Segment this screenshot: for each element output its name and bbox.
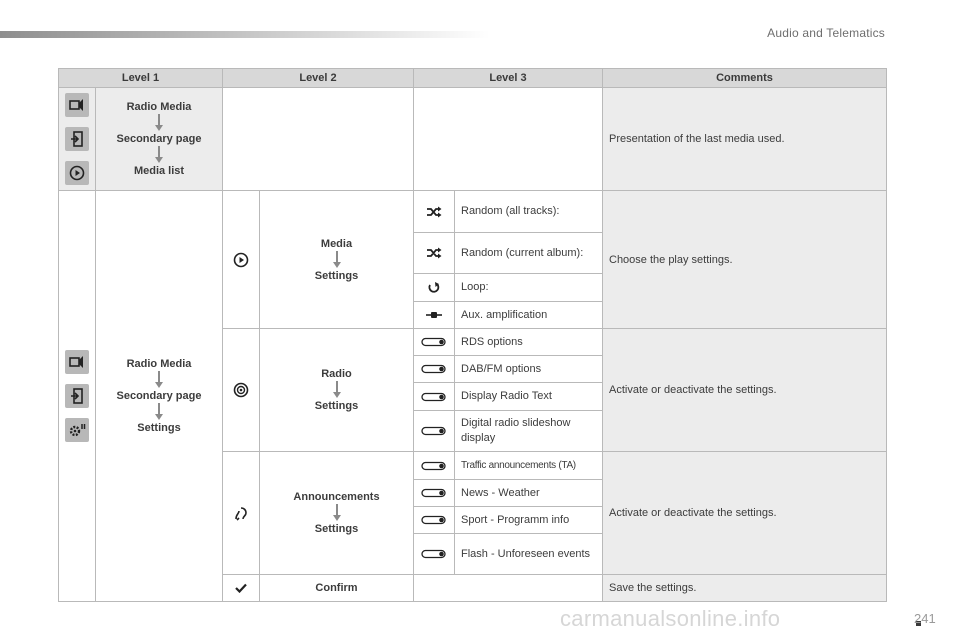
down-arrow-icon: [332, 504, 342, 522]
level2-icon-cell: [223, 191, 260, 329]
option-icon-cell: [414, 274, 455, 302]
level2-path-cell: [260, 191, 414, 329]
level2-icon-cell: [223, 329, 260, 452]
down-arrow-icon: [154, 146, 164, 164]
path-step-radio-media: Radio Media: [126, 101, 192, 113]
down-arrow-icon: [154, 114, 164, 132]
path-step-settings: Settings: [314, 523, 359, 535]
secondary-page-icon: [65, 127, 89, 151]
option-icon-cell: [414, 329, 455, 356]
down-arrow-icon: [154, 371, 164, 389]
path-step-media-list: Media list: [133, 165, 185, 177]
level3-empty-cell: [414, 575, 603, 602]
toggle-icon: [414, 461, 454, 471]
loop-icon: [414, 282, 454, 294]
option-label: RDS options: [455, 329, 603, 356]
confirm-label: Confirm: [260, 575, 414, 602]
toggle-icon: [414, 337, 454, 347]
down-arrow-icon: [332, 251, 342, 269]
level2-icon-cell: [223, 452, 260, 575]
comment-cell: Activate or deactivate the settings.: [603, 452, 887, 575]
level2-path-cell: [260, 452, 414, 575]
page-number: 241: [914, 611, 936, 626]
option-icon-cell: [414, 383, 455, 411]
level1-path-cell: [96, 88, 223, 191]
section-title: Audio and Telematics: [767, 26, 885, 40]
toggle-icon: [414, 549, 454, 559]
comment-cell: Presentation of the last media used.: [603, 88, 887, 191]
comment-cell: Choose the play settings.: [603, 191, 887, 329]
level2-path-cell: [260, 329, 414, 452]
toggle-icon: [414, 364, 454, 374]
comment-cell: Activate or deactivate the settings.: [603, 329, 887, 452]
aux-amplification-icon: [414, 310, 454, 320]
path-step-settings: Settings: [137, 422, 181, 434]
path-step-radio-media: Radio Media: [126, 358, 192, 370]
comment-cell: Save the settings.: [603, 575, 887, 602]
checkmark-icon: [223, 583, 259, 593]
option-icon-cell: [414, 507, 455, 534]
option-label: Flash - Unforeseen events: [455, 534, 603, 575]
level2-empty-cell: [223, 88, 414, 191]
shuffle-icon: [414, 206, 454, 218]
option-icon-cell: [414, 452, 455, 480]
option-label: Display Radio Text: [455, 383, 603, 411]
path-step-radio: Radio: [321, 368, 352, 380]
media-source-icon: [65, 93, 89, 117]
column-header-level1: Level 1: [59, 69, 223, 88]
settings-icon: [65, 418, 89, 442]
watermark: carmanualsonline.info: [560, 606, 781, 631]
column-header-comments: Comments: [603, 69, 887, 88]
radio-icon: [223, 382, 259, 398]
column-header-level3: Level 3: [414, 69, 603, 88]
option-icon-cell: [414, 480, 455, 507]
path-step-settings: Settings: [314, 269, 359, 282]
option-label: Traffic announcements (TA): [455, 452, 603, 480]
path-step-secondary-page: Secondary page: [116, 390, 202, 402]
option-icon-cell: [414, 356, 455, 383]
media-play-icon: [65, 161, 89, 185]
option-label: Digital radio slideshow display: [455, 411, 603, 452]
option-label: Aux. amplification: [455, 302, 603, 329]
path-step-announcements: Announcements: [293, 491, 380, 503]
toggle-icon: [414, 488, 454, 498]
media-play-icon: [223, 252, 259, 268]
option-icon-cell: [414, 534, 455, 575]
level1-icons-cell: [59, 88, 96, 191]
settings-table: [58, 68, 887, 602]
column-header-level2: Level 2: [223, 69, 414, 88]
path-step-media: Media: [320, 237, 353, 250]
shuffle-icon: [414, 247, 454, 259]
option-label: News - Weather: [455, 480, 603, 507]
level2-icon-cell: [223, 575, 260, 602]
option-label: Loop:: [455, 274, 603, 302]
option-icon-cell: [414, 191, 455, 233]
toggle-icon: [414, 515, 454, 525]
option-icon-cell: [414, 233, 455, 274]
path-step-settings: Settings: [314, 400, 359, 412]
toggle-icon: [414, 392, 454, 402]
table-row: [59, 88, 887, 191]
table-row: [59, 191, 887, 233]
media-source-icon: [65, 350, 89, 374]
header-gradient-bar: [0, 31, 490, 38]
down-arrow-icon: [154, 403, 164, 421]
path-step-secondary-page: Secondary page: [116, 133, 202, 145]
level1-icons-cell: [59, 191, 96, 602]
option-icon-cell: [414, 302, 455, 329]
announcement-icon: [223, 505, 259, 521]
level3-empty-cell: [414, 88, 603, 191]
secondary-page-icon: [65, 384, 89, 408]
option-label: Sport - Programm info: [455, 507, 603, 534]
option-icon-cell: [414, 411, 455, 452]
level1-path-cell: [96, 191, 223, 602]
option-label: DAB/FM options: [455, 356, 603, 383]
option-label: Random (current album):: [455, 233, 603, 274]
toggle-icon: [414, 426, 454, 436]
table-header-row: [59, 69, 887, 88]
option-label: Random (all tracks):: [455, 191, 603, 233]
down-arrow-icon: [332, 381, 342, 399]
